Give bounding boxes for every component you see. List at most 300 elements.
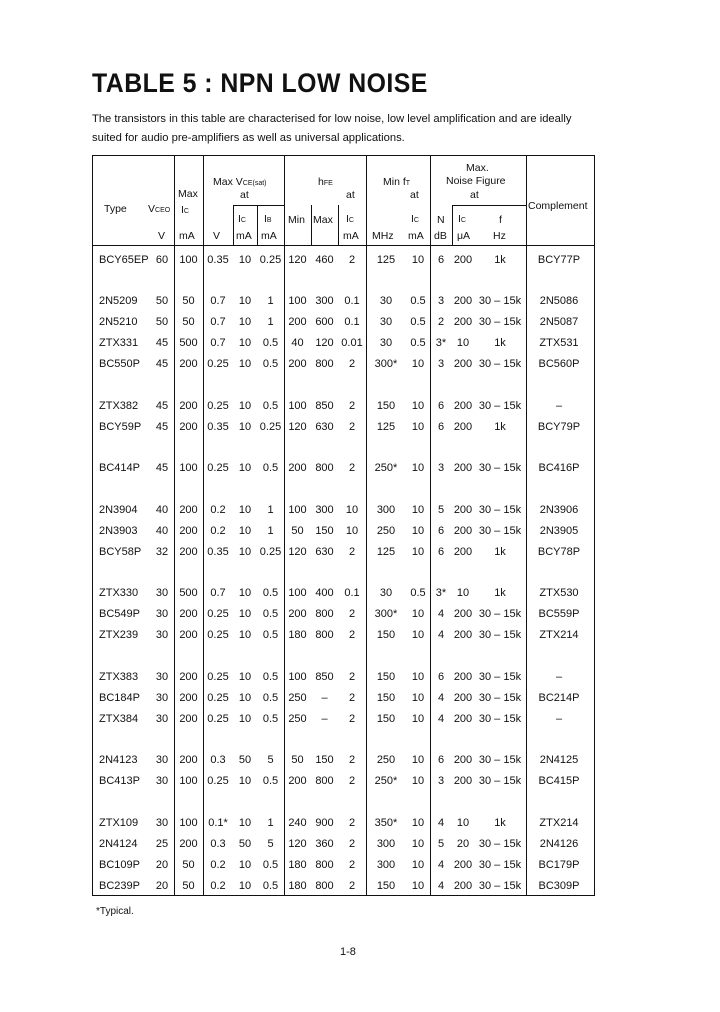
table-cell: 2 [348,608,356,620]
table-cell: 2N5086 [539,295,579,307]
table-cell: 150 [376,713,396,725]
table-cell: 20 [155,859,169,871]
table-cell: 200 [453,880,473,892]
header-rule [452,205,453,245]
table-cell: 0.7 [210,316,226,328]
table-cell: 10 [411,525,425,537]
header-hfe: hFE [318,176,333,188]
table-cell: 0.25 [207,462,229,474]
table-row [92,835,595,853]
table-cell: 50 [155,295,169,307]
table-cell: – [321,692,328,704]
table-cell: 850 [315,400,334,412]
table-cell: 10 [411,754,425,766]
table-row [92,459,595,477]
table-cell: 180 [288,880,307,892]
table-cell: – [555,713,563,725]
header-minft: Min fT [383,176,411,188]
table-cell: 0.25 [207,671,229,683]
table-cell: 30 – 15k [478,358,522,370]
table-cell: 45 [155,337,169,349]
table-cell: 30 [155,671,169,683]
table-cell: 2 [348,838,356,850]
table-cell: 6 [437,525,445,537]
table-cell: 200 [453,859,473,871]
table-cell: 300* [374,608,398,620]
table-cell: 10 [238,713,252,725]
table-cell: 0.1 [344,295,360,307]
table-cell: 4 [437,608,445,620]
table-cell: 3 [437,462,445,474]
table-cell: 4 [437,880,445,892]
table-cell: 0.35 [207,421,229,433]
header-ic3: IC [346,213,354,225]
table-cell: 120 [288,546,307,558]
table-cell: 0.25 [207,713,229,725]
table-cell: 30 [379,295,393,307]
table-cell: 10 [411,713,425,725]
table-cell: 0.5 [262,671,279,683]
table-cell: 125 [376,421,396,433]
table-cell: 10 [411,671,425,683]
table-cell: 30 – 15k [478,295,522,307]
table-cell: 600 [315,316,334,328]
table-cell: BC214P [538,692,580,704]
table-cell: 200 [179,504,198,516]
table-cell: 200 [453,713,473,725]
table-cell: 800 [315,462,334,474]
intro-paragraph: The transistors in this table are characterised for low noise, low level amplification and are ideally suited for audio pre-amplifiers as well as universal applications. [92,113,572,144]
table-cell: 0.2 [210,504,226,516]
table-cell: 50 [238,754,252,766]
table-cell: 200 [453,254,473,266]
table-cell: 120 [288,421,307,433]
header-ic3-unit: mA [343,230,359,242]
table-cell: 0.5 [262,358,279,370]
table-cell: 1k [494,587,506,599]
table-cell: 10 [238,400,252,412]
table-cell: 120 [288,254,307,266]
table-cell: 200 [453,295,473,307]
table-cell: 40 [291,337,304,349]
table-cell: 30 – 15k [478,525,522,537]
table-cell: BC109P [99,859,140,871]
table-cell: 2 [348,462,356,474]
table-cell: 250 [376,525,396,537]
table-cell: 2N4123 [99,754,138,766]
table-cell: 0.5 [262,859,279,871]
table-cell: 10 [411,859,425,871]
table-cell: 200 [453,608,473,620]
table-cell: 3* [435,587,447,599]
table-cell: 240 [288,817,307,829]
table-cell: 200 [179,358,198,370]
table-cell: 10 [238,859,252,871]
table-cell: 850 [315,671,334,683]
table-cell: 0.5 [262,608,279,620]
table-cell: 100 [288,671,307,683]
table-cell: 10 [411,504,425,516]
table-row [92,501,595,519]
table-cell: 10 [456,587,470,599]
table-cell: 2 [348,400,356,412]
table-cell: 200 [453,316,473,328]
table-cell: 200 [453,400,473,412]
table-row [92,877,595,895]
table-cell: 200 [179,525,198,537]
table-cell: 200 [453,525,473,537]
table-cell: 10 [238,421,252,433]
table-cell: 4 [437,817,445,829]
table-cell: 0.3 [210,754,226,766]
table-cell: 10 [238,775,252,787]
table-cell: 0.25 [207,400,229,412]
table-cell: 2N3905 [539,525,579,537]
table-cell: 10 [411,462,425,474]
table-cell: 50 [291,754,304,766]
table-cell: 10 [345,525,359,537]
table-cell: 500 [179,587,198,599]
table-cell: 30 [155,754,169,766]
table-cell: 0.25 [259,254,282,266]
table-cell: 300 [376,504,396,516]
table-cell: 1 [267,295,274,307]
table-cell: 200 [453,421,473,433]
table-cell: 30 [155,775,169,787]
table-cell: BC414P [99,462,140,474]
table-cell: 250 [288,692,307,704]
table-cell: 30 [379,337,393,349]
table-cell: 0.7 [210,295,226,307]
table-cell: 2 [348,358,356,370]
table-row [92,292,595,310]
table-cell: 150 [376,880,396,892]
header-rule [452,205,526,206]
table-cell: 50 [182,880,195,892]
table-cell: BCY59P [99,421,142,433]
table-cell: 6 [437,671,445,683]
table-cell: 2N4126 [539,838,579,850]
table-cell: 125 [376,254,396,266]
table-cell: 0.5 [410,316,426,328]
table-cell: ZTX530 [539,587,579,599]
table-row [92,751,595,769]
header-complement: Complement [528,200,588,212]
header-hfe-at: at [346,189,355,201]
header-nf-label: Noise Figure [446,175,506,187]
table-cell: 6 [437,400,445,412]
table-cell: 0.5 [410,587,426,599]
table-cell: 100 [179,462,198,474]
table-cell: 200 [453,775,473,787]
table-cell: 6 [437,546,445,558]
table-cell: 300 [376,838,396,850]
table-cell: 0.25 [259,546,282,558]
page-title: TABLE 5 : NPN LOW NOISE [92,68,428,98]
table-cell: BC560P [538,358,580,370]
table-cell: 10 [238,254,252,266]
table-cell: ZTX330 [99,587,139,599]
table-cell: 180 [288,859,307,871]
page-number: 1-8 [340,946,356,958]
table-cell: 0.5 [262,587,279,599]
table-cell: 0.35 [207,546,229,558]
table-cell: BC549P [99,608,140,620]
table-row [92,313,595,331]
table-cell: 10 [411,400,425,412]
table-cell: – [555,400,563,412]
header-ic5: IC [458,213,466,225]
table-cell: 0.25 [259,421,282,433]
header-vce-at: at [240,189,249,201]
table-cell: 200 [179,838,198,850]
header-v-unit: V [213,230,221,242]
table-cell: 30 – 15k [478,629,522,641]
header-max-vce: Max VCE(sat) [213,176,267,188]
table-cell: BCY58P [99,546,142,558]
table-cell: 3 [437,358,445,370]
table-cell: ZTX239 [99,629,139,641]
table-cell: 30 [155,608,169,620]
table-row [92,689,595,707]
table-cell: 200 [453,692,473,704]
table-cell: 150 [376,671,396,683]
header-vceo-unit: V [158,230,166,242]
table-row [92,814,595,832]
table-cell: 200 [288,316,307,328]
table-cell: 10 [411,608,425,620]
table-cell: 2N4124 [99,838,138,850]
table-row [92,334,595,352]
table-cell: 10 [238,817,252,829]
header-ic4: IC [411,213,419,225]
table-cell: 25 [155,838,169,850]
header-db: dB [434,230,447,242]
table-cell: 0.5 [262,692,279,704]
table-cell: 45 [155,400,169,412]
table-cell: 45 [155,421,169,433]
table-cell: 0.5 [262,462,279,474]
table-cell: 800 [315,859,334,871]
table-cell: 1 [267,817,274,829]
table-cell: 1k [494,546,506,558]
table-cell: 1 [267,504,274,516]
table-cell: 30 – 15k [478,859,522,871]
table-cell: 0.1* [208,817,228,829]
table-cell: 0.5 [262,400,279,412]
table-cell: BC559P [538,608,580,620]
table-cell: 10 [411,692,425,704]
table-cell: 50 [182,295,195,307]
header-min: Min [288,214,305,226]
table-cell: 460 [315,254,334,266]
table-cell: ZTX384 [99,713,139,725]
header-ft-at: at [410,189,419,201]
table-cell: 3 [437,775,445,787]
table-cell: 100 [288,400,307,412]
table-cell: 100 [288,295,307,307]
table-cell: 200 [288,608,307,620]
table-cell: 10 [238,671,252,683]
table-cell: 1 [267,525,274,537]
table-cell: 50 [291,525,304,537]
table-cell: 50 [182,316,195,328]
table-cell: 50 [238,838,252,850]
table-cell: 1k [494,337,506,349]
table-cell: 10 [238,358,252,370]
table-cell: 120 [288,838,307,850]
table-cell: 0.25 [207,692,229,704]
table-cell: BCY77P [537,254,581,266]
table-cell: 100 [179,817,198,829]
table-cell: 500 [179,337,198,349]
table-cell: 10 [238,546,252,558]
table-cell: 0.5 [262,337,279,349]
table-cell: 2 [348,629,356,641]
table-cell: 200 [288,358,307,370]
table-cell: 10 [238,629,252,641]
table-cell: BC184P [99,692,140,704]
table-cell: – [321,713,328,725]
table-cell: 0.1 [344,316,360,328]
header-rule [311,205,312,245]
table-cell: 6 [437,754,445,766]
table-cell: 2 [348,775,356,787]
header-nf-at: at [470,189,479,201]
table-cell: 30 – 15k [478,838,522,850]
table-cell: 10 [411,254,425,266]
table-cell: 30 – 15k [478,754,522,766]
table-cell: 10 [411,546,425,558]
table-cell: 100 [179,254,198,266]
header-vceo: VCEO [148,203,171,215]
table-cell: 30 [155,587,169,599]
table-cell: 30 [155,817,169,829]
table-cell: 10 [411,838,425,850]
table-cell: 0.5 [262,713,279,725]
table-cell: 1k [494,421,506,433]
table-cell: 30 – 15k [478,608,522,620]
table-cell: 800 [315,629,334,641]
table-row [92,584,595,602]
table-cell: 200 [179,713,198,725]
table-cell: BCY79P [537,421,581,433]
table-cell: 200 [179,692,198,704]
table-cell: 360 [315,838,334,850]
table-row [92,251,595,269]
table-cell: 10 [238,504,252,516]
table-cell: BC239P [99,880,140,892]
table-cell: 300 [315,504,334,516]
table-cell: 30 – 15k [478,880,522,892]
table-cell: 200 [288,775,307,787]
table-row [92,772,595,790]
header-max: Max [178,188,198,200]
table-cell: ZTX383 [99,671,139,683]
table-cell: 10 [238,692,252,704]
header-type: Type [104,203,127,215]
table-cell: 0.5 [262,629,279,641]
table-cell: BCY65EP [99,254,149,266]
table-cell: 5 [267,754,274,766]
table-cell: 30 [155,629,169,641]
table-cell: 3* [435,337,447,349]
table-cell: 400 [315,587,334,599]
table-cell: 30 – 15k [478,400,522,412]
table-cell: BCY78P [537,546,581,558]
table-cell: 200 [179,400,198,412]
table-cell: 2 [348,817,356,829]
table-cell: 0.25 [207,775,229,787]
table-cell: 30 [155,713,169,725]
table-cell: 200 [453,754,473,766]
table-cell: 200 [288,462,307,474]
table-cell: 30 [155,692,169,704]
table-cell: 6 [437,254,445,266]
table-cell: 10 [238,295,252,307]
table-cell: 50 [182,859,195,871]
table-cell: 10 [456,817,470,829]
table-cell: 10 [238,337,252,349]
table-cell: 300 [376,859,396,871]
table-row [92,397,595,415]
table-cell: 10 [411,629,425,641]
table-cell: 150 [376,629,396,641]
table-cell: 200 [179,421,198,433]
table-cell: 10 [238,316,252,328]
header-n: N [437,214,445,226]
header-rule [233,205,234,245]
header-hz: Hz [493,230,506,242]
table-cell: 30 [379,316,393,328]
table-cell: – [555,671,563,683]
table-cell: 2 [348,713,356,725]
header-ic2: IC [238,213,246,225]
header-nf-max: Max. [466,162,489,174]
header-rule [338,205,339,245]
table-cell: BC179P [538,859,580,871]
table-cell: 4 [437,629,445,641]
table-cell: 6 [437,421,445,433]
table-row [92,355,595,373]
table-cell: 250 [288,713,307,725]
table-cell: 630 [315,546,334,558]
header-ib: IB [264,213,272,225]
table-row [92,710,595,728]
table-cell: 1k [494,817,506,829]
table-cell: 0.35 [207,254,229,266]
table-cell: 120 [315,337,334,349]
table-cell: 200 [453,504,473,516]
table-cell: 20 [155,880,169,892]
table-row [92,856,595,874]
table-cell: 150 [376,692,396,704]
table-cell: 0.01 [341,337,363,349]
table-row [92,522,595,540]
table-cell: 0.25 [207,629,229,641]
table-cell: 180 [288,629,307,641]
table-row [92,668,595,686]
table-cell: 2 [348,421,356,433]
table-cell: BC415P [538,775,580,787]
table-cell: 0.5 [410,337,426,349]
table-cell: 200 [453,671,473,683]
table-cell: 30 – 15k [478,462,522,474]
table-cell: 10 [238,587,252,599]
table-cell: 40 [155,504,169,516]
table-cell: 125 [376,546,396,558]
table-cell: 10 [411,775,425,787]
